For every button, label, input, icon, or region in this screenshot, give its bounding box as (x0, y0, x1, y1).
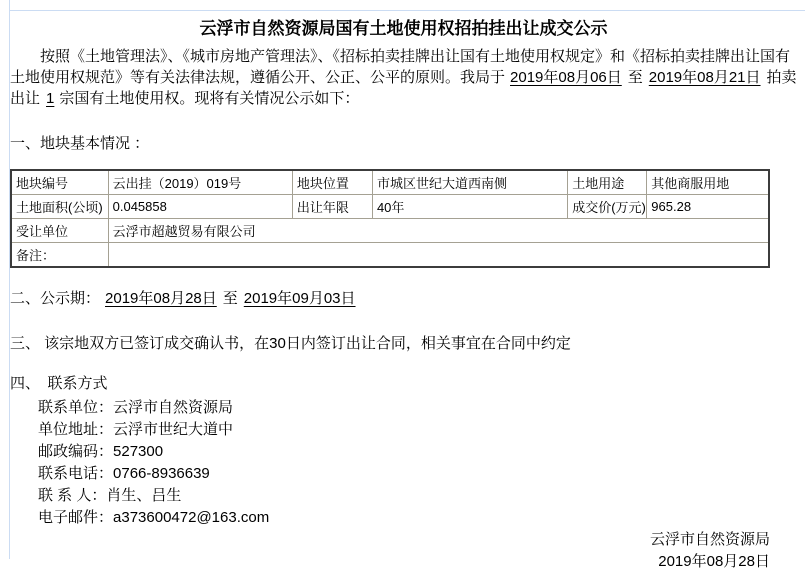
contact-address-label: 单位地址： (38, 421, 114, 438)
contact-unit-label: 联系单位： (38, 399, 114, 416)
publicity-start-date: 2019年08月28日 (105, 290, 217, 307)
tenure-value: 40年 (372, 195, 567, 219)
section2-publicity-period (10, 287, 800, 308)
parcel-number-label: 地块编号 (11, 170, 108, 195)
contact-address-value: 云浮市世纪大道中 (113, 421, 234, 438)
land-info-table (10, 169, 770, 268)
signature-block (10, 529, 770, 573)
signature-date: 2019年08月28日 (658, 553, 770, 570)
table-row (11, 195, 769, 219)
contact-email-line (38, 507, 800, 529)
table-row (11, 219, 769, 243)
land-area-value: 0.045858 (108, 195, 292, 219)
section1-heading: 一、地块基本情况 ： (10, 135, 150, 152)
land-area-label: 土地面积(公顷) (11, 195, 108, 219)
auction-start-date: 2019年08月06日 (510, 69, 622, 86)
publicity-end-date: 2019年09月03日 (243, 290, 356, 307)
contact-unit-line (38, 397, 800, 419)
contact-info-block (38, 397, 800, 529)
transferee-value: 云浮市超越贸易有限公司 (108, 219, 769, 243)
transferee-label: 受让单位 (11, 219, 108, 243)
contact-email-value: a373600472@163.com (113, 509, 270, 526)
signature-org: 云浮市自然资源局 (649, 531, 770, 548)
contact-postcode-line (38, 441, 800, 463)
section4-heading: 四、 联系方式 (10, 375, 108, 392)
land-use-label: 土地用途 (568, 170, 647, 195)
contact-address-line (38, 419, 800, 441)
parcel-location-value: 市城区世纪大道西南侧 (372, 170, 567, 195)
contact-email-label: 电子邮件： (38, 509, 114, 526)
auction-end-date: 2019年08月21日 (648, 69, 761, 86)
parcel-location-label: 地块位置 (292, 170, 372, 195)
table-row (11, 170, 769, 195)
announcement-document (10, 11, 800, 573)
contact-person-line (38, 485, 800, 507)
contact-postcode-label: 邮政编码： (38, 443, 114, 460)
deal-price-label: 成交价(万元) (568, 195, 647, 219)
deal-price-value: 965.28 (647, 195, 769, 219)
contact-phone-value: 0766-8936639 (113, 465, 210, 482)
remarks-value (108, 243, 769, 268)
contact-person-label: 联 系 人： (38, 487, 107, 504)
table-row (11, 243, 769, 268)
contact-phone-label: 联系电话： (38, 465, 114, 482)
parcel-number-value: 云出挂（2019）019号 (108, 170, 292, 195)
tenure-label: 出让年限 (292, 195, 372, 219)
page-title: 云浮市自然资源局国有土地使用权招拍挂出让成交公示 (199, 19, 608, 38)
contact-phone-line (38, 463, 800, 485)
land-use-value: 其他商服用地 (647, 170, 769, 195)
contact-unit-value: 云浮市自然资源局 (113, 399, 234, 416)
intro-text-before: 按照《土地管理法》、《城市房地产管理法》、《招标拍卖挂牌出让国有土地使用权规定》和《招标拍卖挂牌出让国有土地使用权规范》等有关法律法规，遵循公开、公正、公平的原则。我局于 (10, 48, 791, 86)
publicity-period-label: 二、公示期： (10, 290, 101, 307)
remarks-label: 备注： (11, 243, 108, 268)
contact-postcode-value: 527300 (113, 443, 164, 460)
intro-paragraph (10, 46, 797, 109)
section3-contract-note: 三、 该宗地双方已签订成交确认书，在30日内签订出让合同，相关事宜在合同中约定 (10, 335, 571, 352)
parcel-count: 1 (46, 90, 55, 107)
intro-text-after: 宗国有土地使用权。现将有关情况公示如下： (59, 90, 360, 107)
contact-person-value: 肖生、吕生 (106, 487, 182, 504)
intro-to-word: 至 (627, 69, 643, 86)
intro-after-dates: 拍卖出让 (10, 69, 797, 107)
publicity-to-word: 至 (222, 290, 238, 307)
